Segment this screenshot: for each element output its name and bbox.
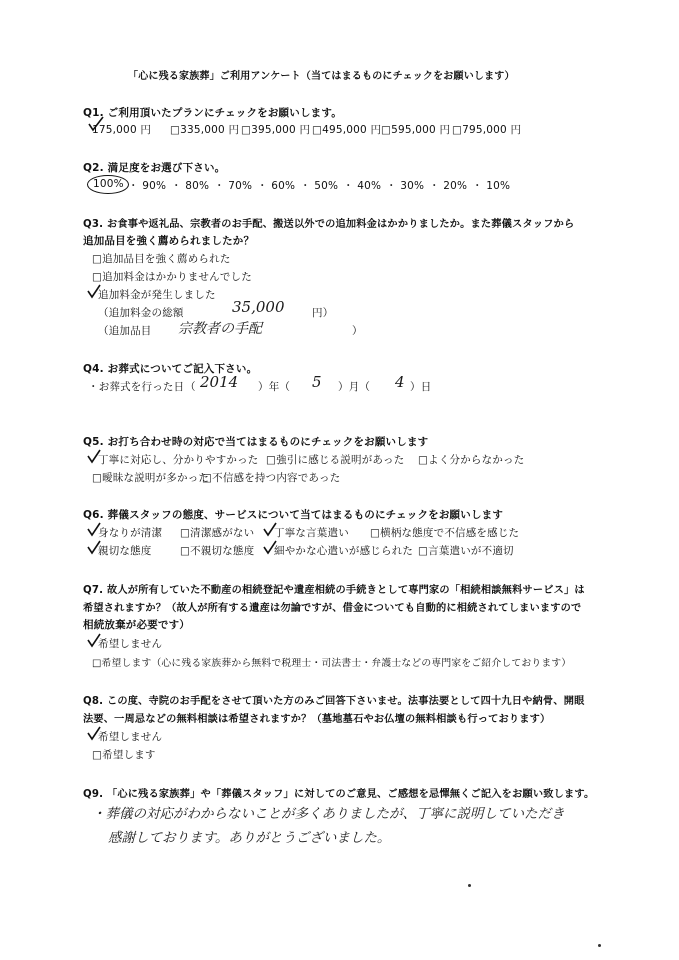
- q9-answer-line1: ・葬儀の対応がわからないことが多くありましたが、丁寧に説明していただき: [92, 806, 565, 822]
- q4-day-handwritten: 4: [395, 373, 405, 391]
- q8-question-line1: Q8. この度、寺院のお手配をさせて頂いた方のみご回答下さいませ。法事法要として四十九日や納骨、開眼: [83, 696, 585, 707]
- q1-option-175000[interactable]: 175,000 円: [92, 124, 152, 136]
- q2-option-90[interactable]: ・ 90%: [128, 180, 167, 192]
- q8-option-no[interactable]: 希望しません: [98, 731, 163, 743]
- q6-option-unkind[interactable]: □不親切な態度: [180, 545, 255, 557]
- survey-title: 「心に残る家族葬」ご利用アンケート（当てはまるものにチェックをお願いします）: [128, 71, 515, 82]
- q8-option-yes[interactable]: □希望します: [92, 749, 156, 761]
- q6-option-neat[interactable]: 身なりが清潔: [98, 527, 163, 539]
- q4-open-paren: （: [185, 381, 196, 393]
- q6-option-not-neat[interactable]: □清潔感がない: [180, 527, 255, 539]
- q2-option-60[interactable]: ・ 60%: [257, 180, 296, 192]
- q1-option-495000[interactable]: □495,000 円: [312, 124, 382, 136]
- q4-month-unit: ）月（: [338, 381, 371, 393]
- q2-question: Q2. 満足度をお選び下さい。: [83, 162, 226, 174]
- q6-option-considerate[interactable]: 細やかな心遣いが感じられた: [274, 545, 414, 557]
- scan-speck: [598, 944, 601, 947]
- q6-option-improper-words[interactable]: □言葉遣いが不適切: [418, 545, 514, 557]
- q2-option-100[interactable]: 100%: [93, 178, 124, 190]
- q1-option-395000[interactable]: □395,000 円: [241, 124, 311, 136]
- q5-option-pushy[interactable]: □強引に感じる説明があった: [266, 454, 405, 466]
- q6-question: Q6. 葬儀スタッフの態度、サービスについて当てはまるものにチェックをお願いします: [83, 509, 504, 521]
- q9-answer-line2: 感謝しております。ありがとうございました。: [108, 830, 391, 846]
- q4-year-unit: ）年（: [258, 381, 291, 393]
- q1-option-795000[interactable]: □795,000 円: [452, 124, 522, 136]
- q3-question-line2: 追加品目を強く薦められましたか？: [83, 235, 255, 247]
- q2-option-40[interactable]: ・ 40%: [343, 180, 382, 192]
- q4-date-label: ・お葬式を行った日: [88, 381, 185, 393]
- q5-option-clear[interactable]: 丁寧に対応し、分かりやすかった: [98, 454, 259, 466]
- q2-option-20[interactable]: ・ 20%: [429, 180, 468, 192]
- q3-option-no-extra[interactable]: □追加料金はかかりませんでした: [92, 271, 252, 283]
- q2-option-10[interactable]: ・ 10%: [472, 180, 511, 192]
- q5-option-unclear[interactable]: □よく分からなかった: [418, 454, 525, 466]
- q2-option-50[interactable]: ・ 50%: [300, 180, 339, 192]
- q5-question: Q5. お打ち合わせ時の対応で当てはまるものにチェックをお願いします: [83, 436, 429, 448]
- q3-total-handwritten: 35,000: [232, 298, 285, 316]
- q4-month-handwritten: 5: [312, 373, 322, 391]
- q5-option-distrust[interactable]: □不信感を持つ内容であった: [202, 472, 341, 484]
- q2-option-70[interactable]: ・ 70%: [214, 180, 253, 192]
- q1-option-595000[interactable]: □595,000 円: [381, 124, 451, 136]
- q1-option-335000[interactable]: □335,000 円: [170, 124, 240, 136]
- q3-items-close: ）: [352, 325, 363, 337]
- q3-total-unit: 円）: [312, 307, 334, 319]
- q3-question-line1: Q3. お食事や返礼品、宗教者のお手配、搬送以外での追加料金はかかりましたか。また葬儀スタッフから: [83, 219, 575, 230]
- q2-option-30[interactable]: ・ 30%: [386, 180, 425, 192]
- q3-option-pushed[interactable]: □追加品目を強く薦められた: [92, 253, 231, 265]
- q7-question-line1: Q7. 故人が所有していた不動産の相続登記や遺産相続の手続きとして専門家の「相続相談無料サービス」は: [83, 585, 585, 596]
- q4-question: Q4. お葬式についてご記入下さい。: [83, 363, 258, 375]
- q5-option-vague[interactable]: □曖昧な説明が多かった: [92, 472, 210, 484]
- q7-option-yes[interactable]: □希望します（心に残る家族葬から無料で税理士・司法書士・弁護士などの専門家をご紹介しております）: [92, 658, 572, 669]
- q6-option-kind[interactable]: 親切な態度: [98, 545, 152, 557]
- q9-question: Q9. 「心に残る家族葬」や「葬儀スタッフ」に対してのご意見、ご感想を忌憚無くご記入をお願い致します。: [83, 789, 595, 800]
- q6-option-polite-words[interactable]: 丁寧な言葉遣い: [274, 527, 349, 539]
- q4-year-handwritten: 2014: [200, 373, 239, 391]
- q7-option-no[interactable]: 希望しません: [98, 638, 163, 650]
- q7-question-line2: 希望されますか？（故人が所有する遺産は勿論ですが、借金についても自動的に相続されてしまいますので: [83, 603, 582, 614]
- q4-day-unit: ）日: [410, 381, 432, 393]
- q6-option-arrogant[interactable]: □横柄な態度で不信感を感じた: [370, 527, 520, 539]
- q3-option-extra-charged[interactable]: 追加料金が発生しました: [98, 289, 216, 301]
- q3-items-handwritten: 宗教者の手配: [178, 321, 262, 337]
- checkmark-icon: [87, 116, 105, 132]
- q3-total-label: （追加料金の総額: [98, 307, 184, 319]
- q1-question: Q1. ご利用頂いたプランにチェックをお願いします。: [83, 107, 342, 119]
- q3-items-label: （追加品目: [98, 325, 152, 337]
- q8-question-line2: 法要、一周忌などの無料相談は希望されますか？（墓地墓石やお仏壇の無料相談も行っております）: [83, 714, 551, 725]
- scan-speck: [468, 884, 471, 887]
- q7-question-line3: 相続放棄が必要です）: [83, 619, 190, 631]
- q2-option-80[interactable]: ・ 80%: [171, 180, 210, 192]
